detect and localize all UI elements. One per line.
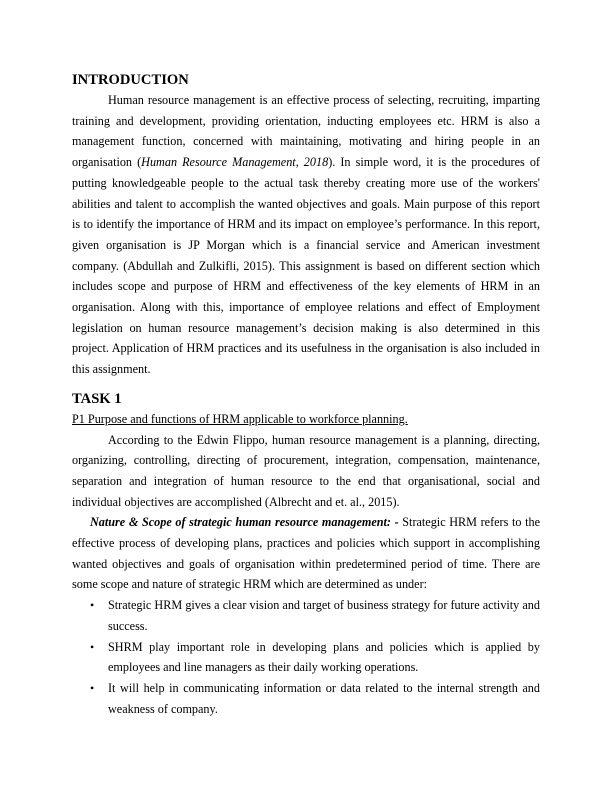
- task1-paragraph-2: [72, 512, 540, 595]
- bullet-icon: •: [90, 680, 95, 695]
- bullet-text: SHRM play important role in developing plans and policies which is applied by employees and line managers as their daily working operations.: [108, 639, 540, 675]
- task1-heading: TASK 1: [72, 390, 122, 407]
- nature-scope-label: Nature & Scope of strategic human resource management: -: [90, 515, 399, 530]
- task1-subheading: P1 Purpose and functions of HRM applicable to workforce planning.: [72, 411, 408, 426]
- list-item: [72, 678, 540, 719]
- bullet-text: Strategic HRM gives a clear vision and target of business strategy for future activity and success.: [108, 598, 540, 633]
- intro-text-b: ). In simple word, it is the procedures of putting knowledgeable people to the actual task thereby creating more use of the workers' abilities and talent to accomplish the wanted objectives and goals. Main purpose of this report is to identify the importance of HRM and its impact on employee’s performance. In this report, given organisation is JP Morgan which is a financial service and American investment company. (Abdullah and Zulkifli, 2015). This assignment is based on different section which includes scope and purpose of HRM and effectiveness of the key elements of HRM in an organisation. Along with this, importance of employee relations and effect of Employment legislation on human resource management’s decision making is also determined in this project. Application of HRM practices and its usefulness in the organisation is also included in this assignment.: [72, 155, 540, 377]
- introduction-heading: INTRODUCTION: [72, 72, 189, 88]
- list-item: [72, 595, 540, 636]
- document-page: [72, 70, 540, 719]
- bullet-text: It will help in communicating information or data related to the internal strength and weakness of company.: [108, 680, 540, 716]
- task1-paragraph-1: According to the Edwin Flippo, human resource management is a planning, directing, organizing, controlling, directing of procurement, integration, compensation, maintenance, separation and integration of human resource to the end that organisational, social and individual objectives are accomplished (Albrecht and et. al., 2015).: [72, 432, 540, 509]
- intro-text-a: Human resource management is an effective process of selecting, recruiting, imparting training and development, providing orientation, inducting employees etc. HRM is also a management function, concerned with maintaining, motivating and hiring people in an organisation (: [72, 93, 540, 170]
- bullet-icon: •: [90, 639, 95, 654]
- introduction-paragraph: [72, 90, 540, 380]
- bullet-icon: •: [90, 598, 95, 613]
- intro-citation: Human Resource Management, 2018: [141, 155, 329, 170]
- list-item: [72, 637, 540, 678]
- nature-scope-text: Strategic HRM refers to the effective process of developing plans, practices and policies which support in accomplishing wanted objectives and goals of organisation within predetermined period of time. There are some scope and nature of strategic HRM which are determined as under:: [72, 515, 540, 592]
- strategic-hrm-bullet-list: [72, 595, 540, 719]
